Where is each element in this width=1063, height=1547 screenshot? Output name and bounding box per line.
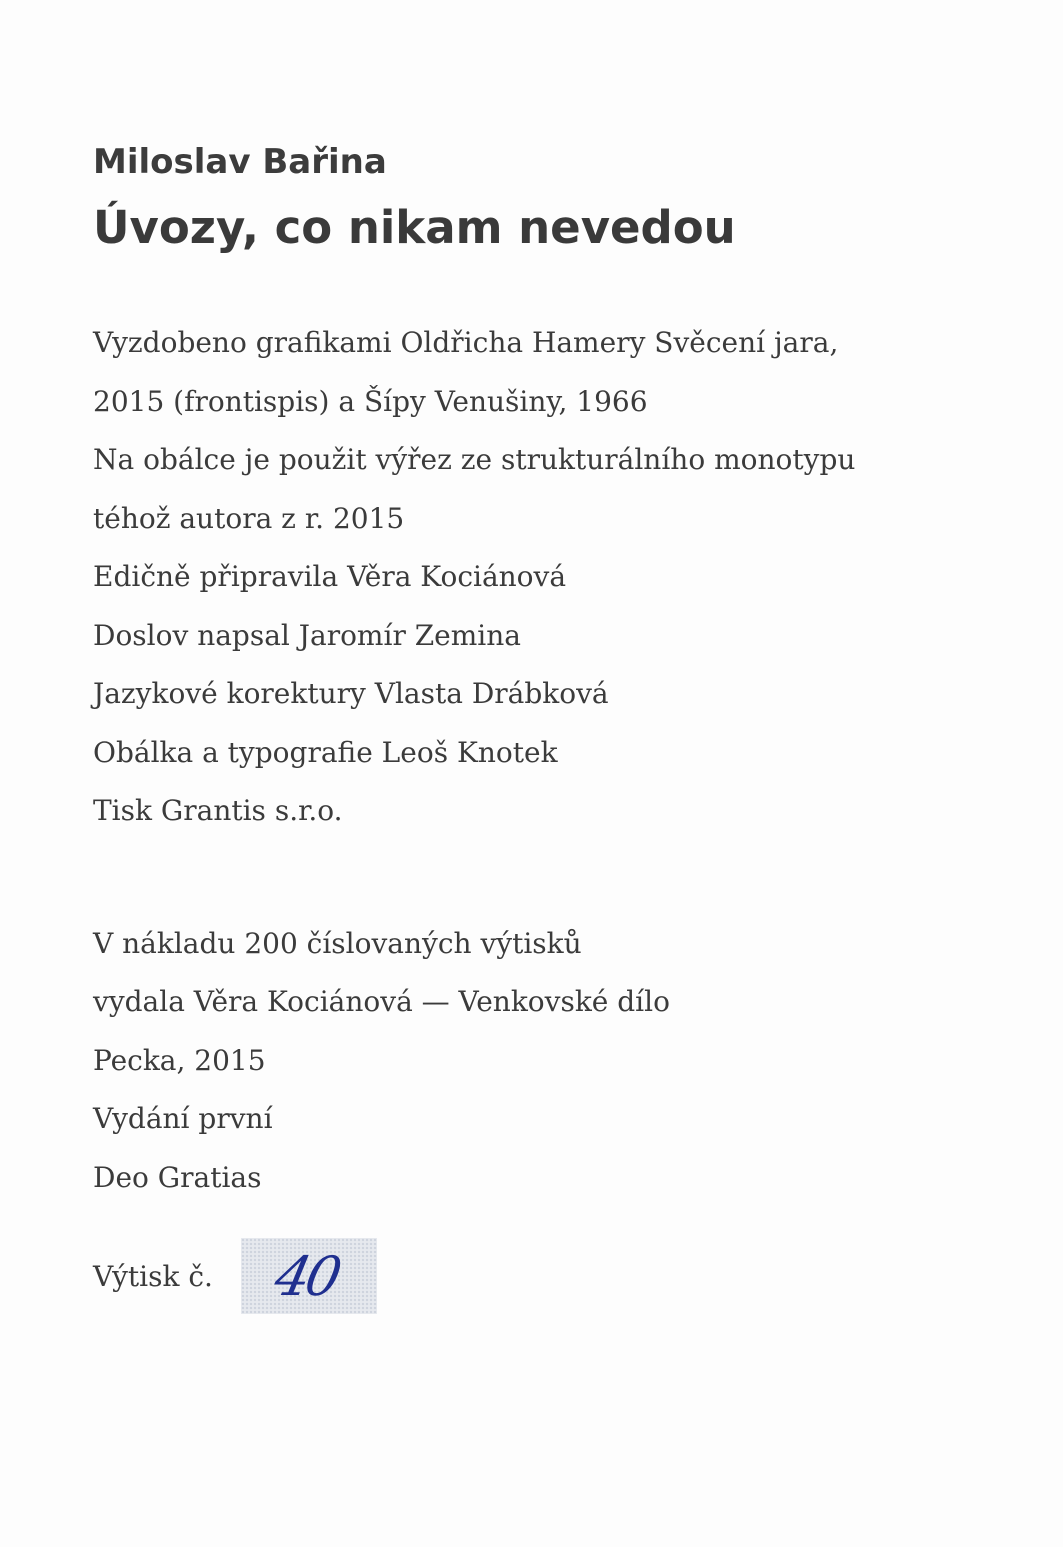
credit-line: Jazykové korektury Vlasta Drábková: [93, 677, 609, 710]
section-spacer: [93, 848, 855, 922]
copy-number-row: [93, 1238, 344, 1314]
edition-line: Pecka, 2015: [93, 1043, 266, 1077]
credit-line: Vyzdobeno grafikami Oldřicha Hamery Svěcení jara,: [93, 326, 839, 359]
credit-line: Na obálce je použit výřez ze strukturálního monotypu: [93, 443, 856, 476]
edition-line: Vydání první: [93, 1102, 273, 1135]
colophon-block: [93, 321, 855, 1214]
copy-number-stamp: [241, 1238, 377, 1314]
credit-line: téhož autora z r. 2015: [93, 501, 405, 535]
credit-line: Tisk Grantis s.r.o.: [93, 794, 343, 827]
copy-number-label: Výtisk č.: [93, 1259, 213, 1293]
credit-line: Obálka a typografie Leoš Knotek: [93, 735, 558, 769]
book-header: [93, 138, 736, 258]
credit-line: Doslov napsal Jaromír Zemina: [93, 618, 521, 652]
edition-line: V nákladu 200 číslovaných výtisků: [93, 926, 582, 960]
book-title: Úvozy, co nikam nevedou: [93, 201, 736, 254]
credit-line: 2015 (frontispis) a Šípy Venušiny, 1966: [93, 384, 648, 418]
handwritten-copy-number: 40: [268, 1244, 344, 1308]
edition-line: Deo Gratias: [93, 1160, 262, 1194]
credit-line: Edičně připravila Věra Kociánová: [93, 560, 567, 593]
author-name: Miloslav Bařina: [93, 142, 387, 182]
edition-line: vydala Věra Kociánová — Venkovské dílo: [93, 985, 670, 1018]
